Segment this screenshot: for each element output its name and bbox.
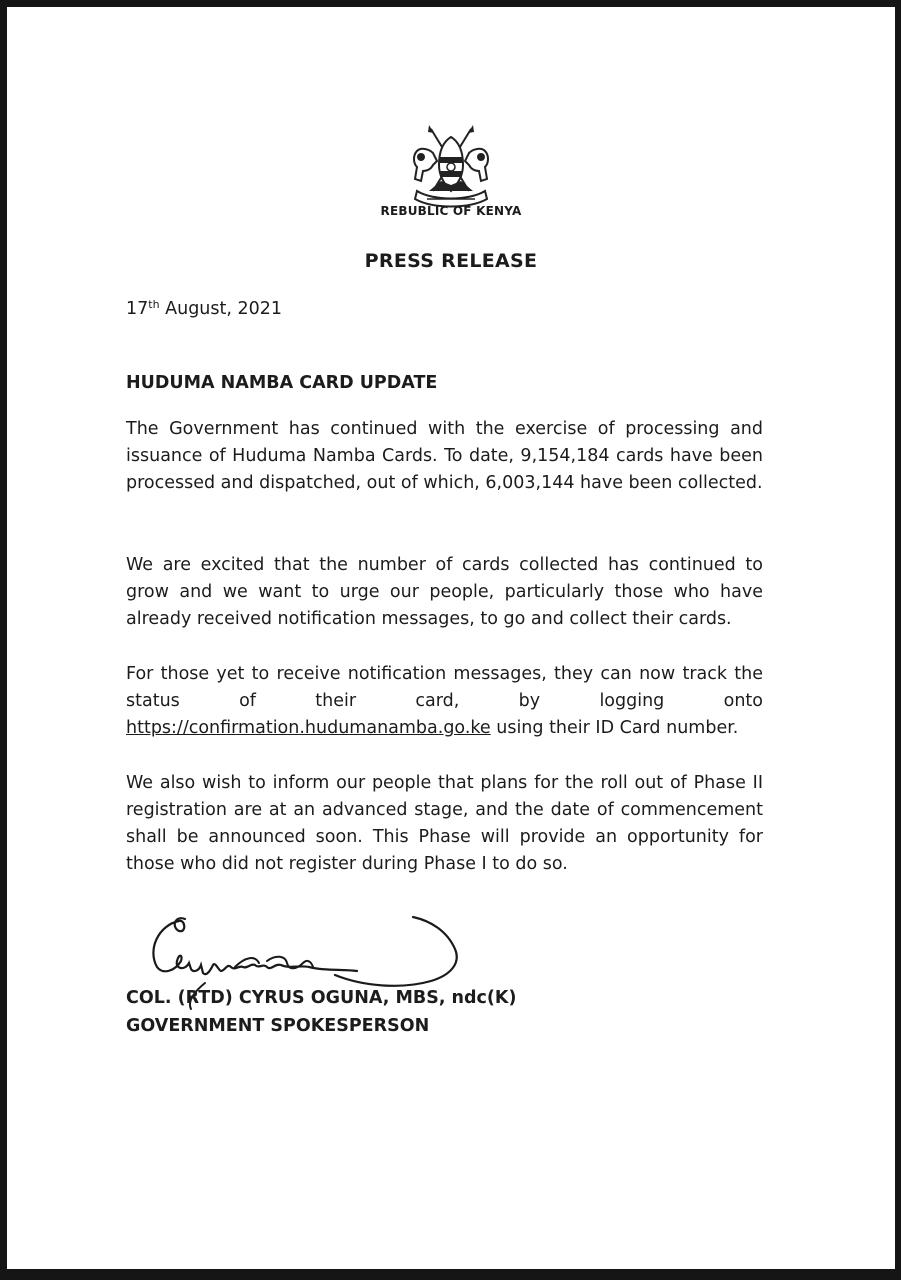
- confirmation-link[interactable]: https://confirmation.hudumanamba.go.ke: [126, 718, 491, 738]
- release-heading: HUDUMA NAMBA CARD UPDATE: [126, 373, 438, 393]
- paragraph-phase-two: We also wish to inform our people that plans for the roll out of Phase II registration are at an advanced stage, and the date of commencement shall be announced soon. This Phase will provide an opportunity for those who did not register during Phase I to do so.: [126, 773, 763, 874]
- tracking-text: For those yet to receive notification messages, they can now track the status of their card, by logging onto: [126, 664, 763, 711]
- date-rest: August, 2021: [159, 299, 283, 319]
- paragraph-tracking-info: [126, 661, 763, 742]
- press-release-page: [7, 7, 895, 1269]
- signatory-name: COL. (RTD) CYRUS OGUNA, MBS, ndc(K): [126, 988, 517, 1008]
- date-day: 17: [126, 299, 149, 319]
- signatory-block: [126, 984, 516, 1040]
- date-suffix: th: [148, 298, 160, 311]
- paragraph-card-statistics: The Government has continued with the exercise of processing and issuance of Huduma Namba Cards. To date, 9,154,184 cards have been processed and dispatched, out of which, 6,003,144 have been collected.: [126, 419, 763, 493]
- coat-of-arms-icon: [403, 121, 499, 209]
- release-date: [126, 299, 282, 319]
- tracking-text-end: using their ID Card number.: [490, 718, 739, 738]
- paragraph-collection-appeal: We are excited that the number of cards collected has continued to grow and we want to urge our people, particularly those who have already received notification messages, to go and collect their cards.: [126, 555, 763, 629]
- document-type: PRESS RELEASE: [364, 250, 538, 272]
- signatory-title: GOVERNMENT SPOKESPERSON: [126, 1016, 430, 1036]
- country-name: REBUBLIC OF KENYA: [380, 204, 522, 218]
